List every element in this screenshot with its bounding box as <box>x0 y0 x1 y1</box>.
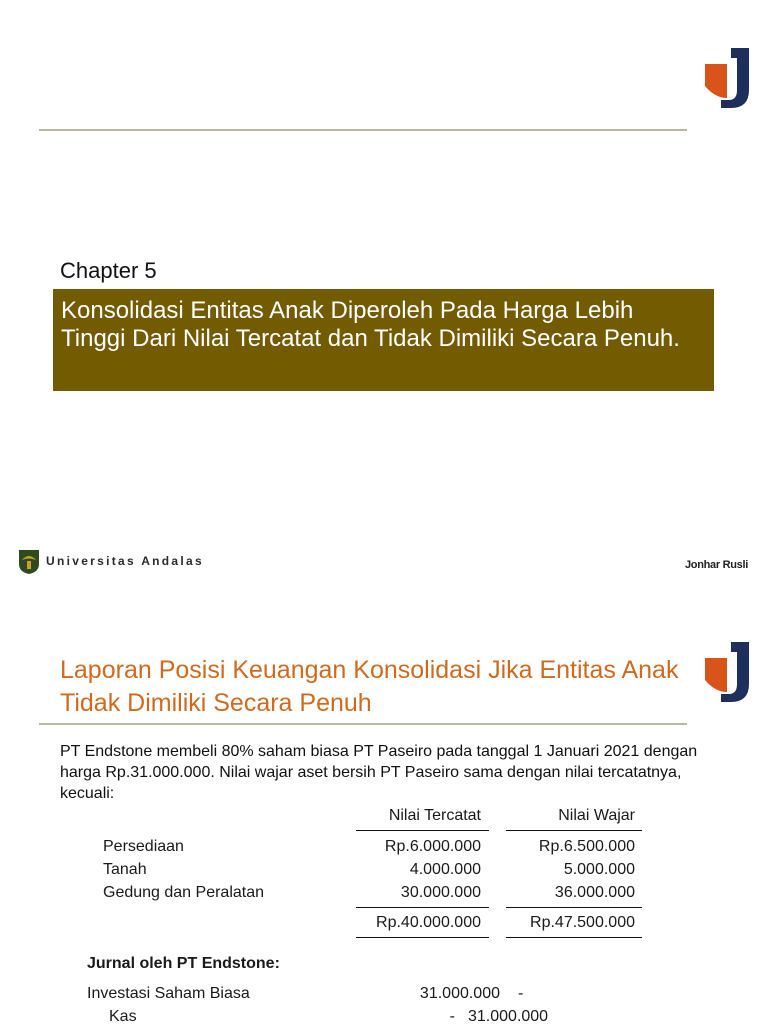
header-underline <box>356 830 489 831</box>
intro-paragraph: PT Endstone membeli 80% saham biasa PT Paseiro pada tanggal 1 Januari 2021 dengan harga Rp.31.000.000. Nilai wajar aset bersih PT Paseiro sama dengan nilai tercatatnya, kecuali: <box>60 743 698 802</box>
university-crest-icon <box>18 548 40 574</box>
row-value-wajar: Rp.6.500.000 <box>538 838 635 855</box>
total-underline <box>356 937 489 938</box>
row-value-tercatat: Rp.6.000.000 <box>384 838 481 855</box>
column-header-wajar: Nilai Wajar <box>558 807 635 824</box>
row-value-tercatat: 30.000.000 <box>400 884 481 901</box>
chapter-title-banner <box>53 289 714 391</box>
university-footer <box>18 548 204 574</box>
journal-debit: - <box>449 1008 455 1024</box>
journal-account: Kas <box>109 1008 137 1024</box>
row-value-wajar: 5.000.000 <box>563 861 635 878</box>
total-tercatat: Rp.40.000.000 <box>376 914 481 931</box>
row-value-tercatat: 4.000.000 <box>409 861 481 878</box>
total-underline <box>506 937 642 938</box>
journal-credit: - <box>518 985 524 1002</box>
chapter-label: Chapter 5 <box>60 258 157 283</box>
header-rule <box>39 129 687 131</box>
header-underline <box>506 830 642 831</box>
journal-heading: Jurnal oleh PT Endstone: <box>87 955 280 972</box>
row-label: Gedung dan Peralatan <box>103 884 265 901</box>
total-wajar: Rp.47.500.000 <box>530 914 635 931</box>
title-rule <box>39 723 687 725</box>
journal-credit: 31.000.000 <box>468 1008 549 1024</box>
author-name: Jonhar Rusli <box>684 559 748 571</box>
chapter-title: Konsolidasi Entitas Anak Diperoleh Pada Harga Lebih Tinggi Dari Nilai Tercatat dan Tidak Dimiliki Secara Penuh. <box>61 297 680 352</box>
row-label: Persediaan <box>103 838 184 855</box>
slide-title: Laporan Posisi Keuangan Konsolidasi Jika Entitas Anak Tidak Dimiliki Secara Penuh <box>60 656 679 717</box>
slide-content <box>0 598 768 1024</box>
journal-debit: 31.000.000 <box>419 985 500 1002</box>
journal-account: Investasi Saham Biasa <box>87 985 250 1002</box>
row-value-wajar: 36.000.000 <box>554 884 635 901</box>
row-label: Tanah <box>103 861 147 878</box>
total-line <box>356 907 489 908</box>
total-line <box>506 907 642 908</box>
logo-icon <box>703 46 751 110</box>
column-header-tercatat: Nilai Tercatat <box>388 807 481 824</box>
university-name: Universitas Andalas <box>46 554 204 568</box>
